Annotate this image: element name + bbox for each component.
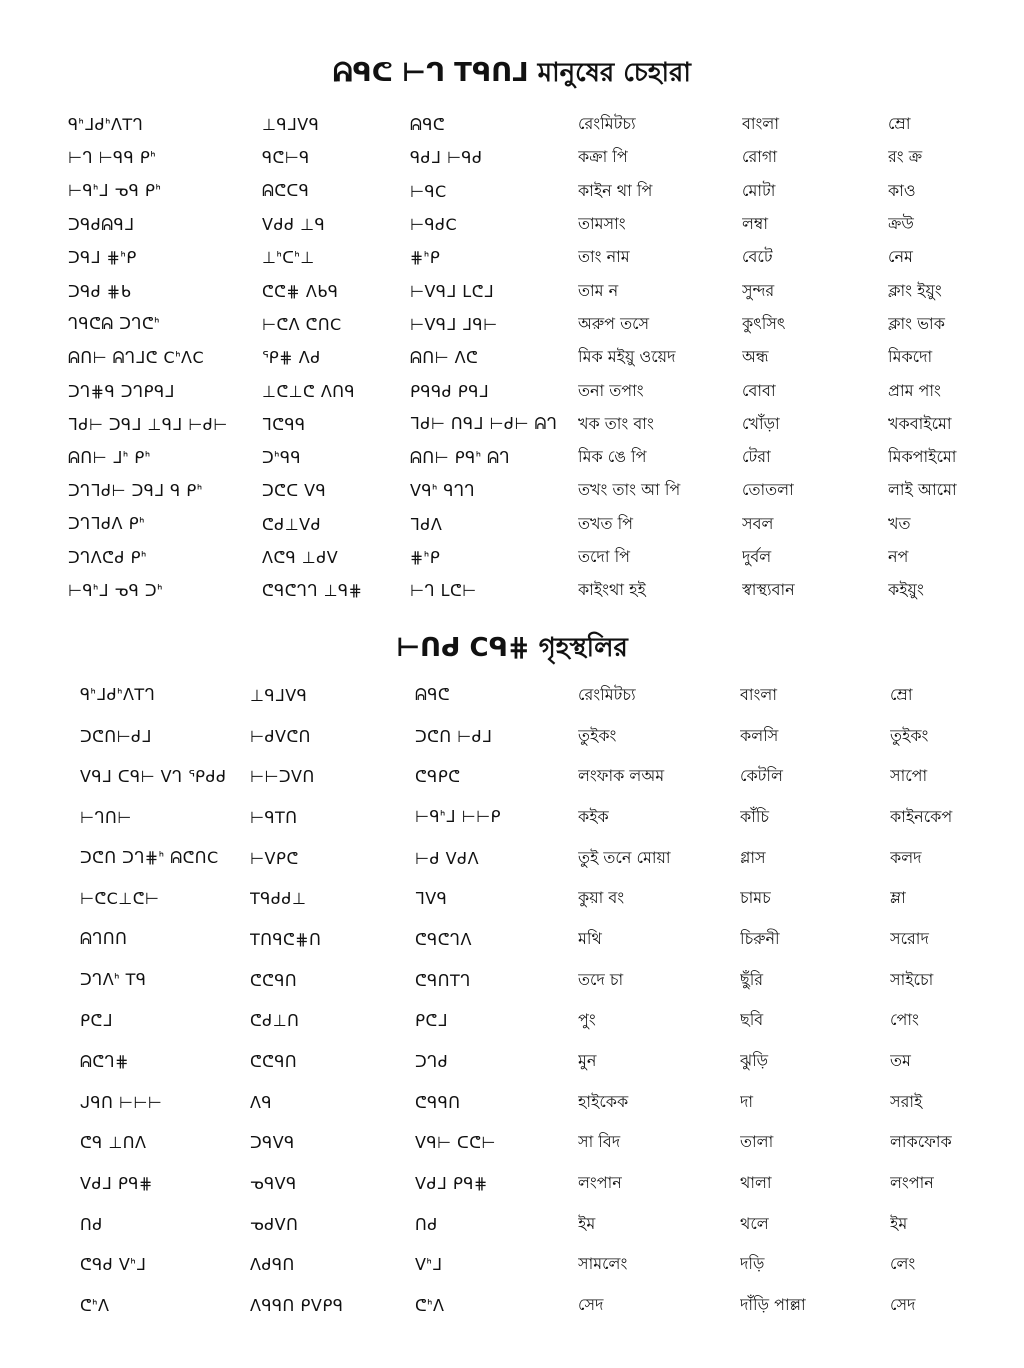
bengali-word-cell: কুৎসিৎ bbox=[742, 313, 786, 333]
script-word-native-cell: ⊢ᑫC bbox=[410, 181, 447, 201]
script-word-alt-cell: ᕦᑯ⊥ᑎ bbox=[250, 1011, 300, 1031]
table-row bbox=[0, 141, 1024, 174]
bengali-word-cell: সুন্দর bbox=[742, 280, 775, 300]
script-word-alt-cell: ⊥ᑫᒧᐯᑫ bbox=[262, 115, 320, 135]
script-word-cell: ᑐᑫᑯ ⋕ᑲ bbox=[68, 281, 132, 301]
bengali-word-cell: কেটলি bbox=[740, 766, 783, 786]
bengali-word-cell: দাঁড়ি পাল্লা bbox=[740, 1295, 806, 1315]
bengali-word-cell: গ্লাস bbox=[740, 847, 766, 867]
script-word-native-cell: ᕦᑫᑭᕦ bbox=[415, 767, 461, 787]
pronunciation-cell: হাইকেক bbox=[578, 1091, 629, 1111]
script-word-native-cell: ⊢ᑫᑯC bbox=[410, 215, 458, 235]
script-word-alt-cell: ⊢ᐯᑭᕦ bbox=[250, 848, 299, 868]
mro-word-cell: কাও bbox=[888, 180, 916, 200]
script-word-native-cell: ⋕ᑋᑭ bbox=[410, 247, 441, 267]
pronunciation-cell: সেদ bbox=[578, 1295, 604, 1315]
script-word-native-cell: ᕦᑋᐱ bbox=[415, 1295, 445, 1315]
table-row bbox=[0, 474, 1024, 507]
pronunciation-cell: সা বিদ bbox=[578, 1132, 621, 1152]
script-word-alt-cell: ᒣᕦᑫᑫ bbox=[262, 414, 306, 434]
pronunciation-cell: তদে চা bbox=[578, 969, 624, 989]
script-word-native-cell: ᕦᑫᑫᑎ bbox=[415, 1092, 461, 1112]
script-word-cell: ᑐᒉᒣᑯᐱ ᑭᑋ bbox=[68, 514, 145, 534]
bengali-word-cell: ছবি bbox=[740, 1010, 764, 1030]
script-word-cell: ᕦᑫᑯ ᐯᑋᒧ bbox=[80, 1254, 147, 1274]
script-word-cell: ᑐᑫᑯᕱᑫᒧ bbox=[68, 214, 135, 234]
pronunciation-cell: কাইংথা হই bbox=[578, 580, 646, 600]
bengali-word-cell: রোগা bbox=[742, 147, 778, 167]
table-row bbox=[0, 274, 1024, 307]
table-row bbox=[0, 208, 1024, 241]
script-word-cell: ᒣᑯ⊢ ᑐᑫᒧ ⊥ᑫᒧ ⊢ᑯ⊢ bbox=[68, 414, 228, 434]
script-word-native-cell: ᑎᑯ bbox=[415, 1214, 438, 1234]
table-row bbox=[0, 508, 1024, 541]
bengali-word-cell: সবল bbox=[742, 513, 774, 533]
script-word-cell: ⊢ᒉᑎ⊢ bbox=[80, 807, 132, 827]
mro-word-cell: প্রাম পাং bbox=[888, 380, 941, 400]
bengali-word-cell: চামচ bbox=[740, 888, 771, 908]
mro-word-cell: সাইচো bbox=[890, 969, 934, 989]
script-word-cell: ᐯᑯᒧ ᑭᑫ⋕ bbox=[80, 1174, 153, 1194]
script-word-alt-cell: ⊥ᕦ⊥ᕦ ᐱᑎᑫ bbox=[262, 381, 356, 401]
script-word-cell: ᑐᒉ⋕ᑫ ᑐᒉᑭᑫᒧ bbox=[68, 381, 175, 401]
pronunciation-cell: মিক মইয়ু ওয়েদ bbox=[578, 347, 676, 367]
script-word-alt-cell: ᐯᑯᑯ ⊥ᑫ bbox=[262, 215, 326, 235]
mro-word-cell: সরোদ bbox=[890, 928, 929, 948]
script-word-native-cell: ᐯᑫ⊢ ᑕᕦ⊢ bbox=[415, 1133, 496, 1153]
script-word-alt-cell: ⊢ᑫTᑎ bbox=[250, 807, 298, 827]
script-word-alt-cell: ⊢ᑯᐯᕦᑎ bbox=[250, 726, 311, 746]
bengali-word-cell: অন্ধ bbox=[742, 347, 769, 367]
bengali-word-cell: দা bbox=[740, 1091, 754, 1111]
bengali-word-cell: মোটা bbox=[742, 180, 776, 200]
script-word-alt-cell: ᕦᕦ⋕ ᐱᑲᑫ bbox=[262, 281, 339, 301]
script-word-native-cell: ᐯᑋᒧ bbox=[415, 1254, 443, 1274]
script-word-alt-cell: ᐱᕦᑫ ⊥ᑯᐯ bbox=[262, 548, 339, 567]
mro-word-cell: ক্রউ bbox=[888, 214, 914, 234]
bengali-word-cell: থলে bbox=[740, 1213, 769, 1233]
script-word-native-cell: ᕦᑫᑎTᒉ bbox=[415, 970, 471, 990]
script-word-cell: ᕦᑋᐱ bbox=[80, 1295, 110, 1315]
script-word-native-cell: ⋕ᑋᑭ bbox=[410, 547, 441, 567]
script-word-alt-cell: ᕦᑯ⊥ᐯᑯ bbox=[262, 514, 322, 534]
table-row bbox=[0, 756, 1024, 797]
bengali-word-cell: চিরুনী bbox=[740, 928, 780, 948]
script-word-alt-cell: ᓀᑫᐯᑫ bbox=[250, 1174, 297, 1194]
bengali-word-cell: বাংলা bbox=[740, 684, 777, 704]
script-word-cell: ᒉᑫᕦᕱ ᑐᒉᕦᑋ bbox=[68, 314, 160, 334]
bengali-word-cell: লম্বা bbox=[742, 214, 768, 234]
table-row bbox=[0, 1204, 1024, 1245]
mro-word-cell: কাইনকেপ bbox=[890, 806, 953, 826]
pronunciation-cell: মুন bbox=[578, 1051, 597, 1071]
pronunciation-cell: তুইকং bbox=[578, 725, 617, 745]
mro-word-cell: সেদ bbox=[890, 1295, 916, 1315]
bengali-word-cell: ছুঁরি bbox=[740, 969, 764, 989]
script-word-native-cell: ᒣᐯᑫ bbox=[415, 889, 448, 909]
mro-word-cell: সরাই bbox=[890, 1091, 923, 1111]
bengali-word-cell: বাংলা bbox=[742, 114, 779, 134]
mro-word-cell: খত bbox=[888, 513, 911, 533]
script-word-alt-cell: ᕦᑫᕦᒉᒉ ⊥ᑫ⋕ bbox=[262, 581, 363, 601]
script-word-native-cell: ᕱᑎ⊢ ᑭᑫᑋ ᕱᒉ bbox=[410, 447, 511, 467]
script-word-alt-cell: ᕦᕦᑫᑎ bbox=[250, 1052, 298, 1072]
script-word-native-cell: ⊢ᑫᑋᒧ ⊢⊢ᑭ bbox=[415, 807, 502, 827]
mro-word-cell: তম bbox=[890, 1051, 911, 1071]
script-word-alt-cell: ᓀᑯᐯᑎ bbox=[250, 1214, 299, 1234]
table-row bbox=[0, 1123, 1024, 1164]
table-row bbox=[0, 797, 1024, 838]
table-row bbox=[0, 716, 1024, 757]
mro-word-cell: খকবাইমো bbox=[888, 413, 952, 433]
script-word-native-cell: ᐯᑯᒧ ᑭᑫ⋕ bbox=[415, 1174, 488, 1194]
script-word-native-cell: ᑐᒉᑯ bbox=[415, 1052, 449, 1072]
mro-word-cell: লাকফোক bbox=[890, 1132, 952, 1152]
mro-word-cell: রং ক্র bbox=[888, 147, 923, 167]
pronunciation-cell: কাইন থা পি bbox=[578, 180, 653, 200]
script-word-cell: ᕱᕦᒉ⋕ bbox=[80, 1051, 130, 1071]
bengali-word-cell: বোবা bbox=[742, 380, 776, 400]
table-row bbox=[0, 574, 1024, 607]
mro-word-cell: লংপান bbox=[890, 1173, 934, 1193]
pronunciation-cell: খক তাং বাং bbox=[578, 413, 654, 433]
script-word-native-cell: ᒣᑯ⊢ ᑎᑫᒧ ⊢ᑯ⊢ ᕱᒉ bbox=[410, 414, 558, 434]
table-row bbox=[0, 960, 1024, 1001]
script-word-cell: ᑐᒉᒣᑯ⊢ ᑐᑫᒧ ᑫ ᑭᑋ bbox=[68, 480, 203, 500]
script-word-alt-cell: ᑫᕦ⊢ᑫ bbox=[262, 148, 310, 168]
mro-word-cell: নেম bbox=[888, 247, 913, 267]
pronunciation-cell: তুই তনে মোয়া bbox=[578, 847, 671, 867]
table-row bbox=[0, 408, 1024, 441]
mro-word-cell: পোং bbox=[890, 1010, 919, 1030]
bengali-word-cell: কলসি bbox=[740, 725, 779, 745]
script-word-native-cell: ᑭᕦᒧ bbox=[415, 1011, 448, 1031]
script-word-native-cell: ᕦᑫᕦᒉᐱ bbox=[415, 929, 472, 949]
table-row bbox=[0, 838, 1024, 879]
table-row bbox=[0, 241, 1024, 274]
section-title-household: ⊢ᑎᑯ Cᑫ⋕ গৃহস্থলির bbox=[396, 633, 628, 663]
bengali-word-cell: টেরা bbox=[742, 447, 771, 467]
mro-word-cell: নপ bbox=[888, 547, 909, 566]
mro-word-cell: কইয়ুং bbox=[888, 580, 924, 600]
script-word-alt-cell: ⊥ᑫᒧᐯᑫ bbox=[250, 685, 308, 705]
script-word-alt-cell: Tᑫᑯᑯ⊥ bbox=[250, 889, 307, 909]
script-word-cell: ⊢ᑫᑋᒧ ᓀᑫ ᑭᑋ bbox=[68, 181, 162, 201]
pronunciation-cell: মথি bbox=[578, 928, 602, 948]
pronunciation-cell: তাং নাম bbox=[578, 247, 630, 267]
pronunciation-cell: লংফাক লঅম bbox=[578, 766, 665, 786]
script-word-native-cell: ⊢ᒉ ᒪᕦ⊢ bbox=[410, 581, 477, 601]
bengali-word-cell: কাঁচি bbox=[740, 806, 770, 826]
vocabulary-table-household bbox=[0, 675, 1024, 1326]
pronunciation-cell: তখং তাং আ পি bbox=[578, 480, 681, 500]
script-word-cell: ᐯᑫᒧ ᑕᑫ⊢ ᐯᒉ ᕿᑯᑯ bbox=[80, 767, 227, 787]
script-word-cell: ᑫᑋᒧᑯᑋᐱTᒉ bbox=[68, 114, 144, 134]
pronunciation-cell: তামসাং bbox=[578, 214, 626, 234]
mro-word-cell: মিকদো bbox=[888, 347, 933, 367]
pronunciation-cell: কুয়া বং bbox=[578, 888, 625, 908]
table-row bbox=[0, 919, 1024, 960]
mro-word-cell: লাই আমো bbox=[888, 480, 957, 500]
mro-word-cell: কলদ bbox=[890, 847, 922, 867]
script-word-cell: ᕱᑎ⊢ ᕱᒉᒧᕦ CᑋᐱC bbox=[68, 347, 205, 367]
bengali-word-cell: দুর্বল bbox=[742, 547, 772, 566]
bengali-word-cell: খোঁড়া bbox=[742, 413, 780, 433]
script-word-cell: ᑐᑫᒧ ⋕ᑋᑭ bbox=[68, 247, 137, 267]
script-word-alt-cell: Tᑎᑫᕦ⋕ᑎ bbox=[250, 929, 322, 949]
table-row bbox=[0, 341, 1024, 374]
script-word-cell: ⊢ᒉ ⊢ᑫᑫ ᑭᑋ bbox=[68, 147, 157, 167]
script-word-native-cell: ⊢ᑯ ᐯᑯᐱ bbox=[415, 848, 480, 868]
table-row bbox=[0, 441, 1024, 474]
table-row bbox=[0, 374, 1024, 407]
pronunciation-cell: পুং bbox=[578, 1010, 596, 1030]
script-word-alt-cell: ᑐᕦᑕ ᐯᑫ bbox=[262, 481, 327, 501]
script-word-alt-cell: ᐱᑯᑫᑎ bbox=[250, 1255, 295, 1275]
table-row bbox=[0, 1163, 1024, 1204]
mro-word-cell: লেং bbox=[890, 1254, 916, 1274]
script-word-alt-cell: ᕦᕦᑫᑎ bbox=[250, 970, 298, 990]
bengali-word-cell: দড়ি bbox=[740, 1254, 765, 1274]
pronunciation-cell: রেংমিটচ্য bbox=[578, 114, 636, 134]
script-word-cell: ⊢ᕦC⊥ᕦ⊢ bbox=[80, 889, 160, 909]
script-word-cell: ᑎᑯ bbox=[80, 1214, 103, 1234]
table-row bbox=[0, 175, 1024, 208]
script-word-alt-cell: ᑐᑫᐯᑫ bbox=[250, 1133, 295, 1153]
bengali-word-cell: ঝুড়ি bbox=[740, 1051, 769, 1071]
script-word-cell: ⊢ᑫᑋᒧ ᓀᑫ ᑐᑋ bbox=[68, 580, 163, 600]
script-word-native-cell: ⊢ᐯᑫᒧ ᒪᕦᒧ bbox=[410, 281, 495, 301]
script-word-native-cell: ᕱᑫᕦ bbox=[410, 114, 446, 134]
mro-word-cell: ক্লাং ইয়ুং bbox=[888, 280, 942, 300]
script-word-alt-cell: ⊥ᑋᑕᑋ⊥ bbox=[262, 247, 315, 267]
script-word-alt-cell: ⊢⊢ᑐᐯᑎ bbox=[250, 767, 315, 787]
bengali-word-cell: থালা bbox=[740, 1173, 772, 1193]
bengali-word-cell: বেটে bbox=[742, 247, 773, 267]
pronunciation-cell: সামলেং bbox=[578, 1254, 628, 1274]
script-word-cell: ᕱᑎ⊢ ᒧᑋ ᑭᑋ bbox=[68, 447, 151, 467]
script-word-native-cell: ᕱᑎ⊢ ᐱᕦ bbox=[410, 347, 479, 367]
table-row bbox=[0, 1285, 1024, 1326]
mro-word-cell: তুইকং bbox=[890, 725, 929, 745]
pronunciation-cell: কইক bbox=[578, 806, 609, 826]
table-row bbox=[0, 108, 1024, 141]
script-word-cell: ᑐᒉᐱᑋ Tᑫ bbox=[80, 970, 147, 990]
pronunciation-cell: লংপান bbox=[578, 1173, 622, 1193]
pronunciation-cell: তাম ন bbox=[578, 280, 619, 300]
mro-word-cell: ম্রো bbox=[890, 684, 913, 704]
pronunciation-cell: রেংমিটচ্য bbox=[578, 684, 636, 704]
script-word-native-cell: ᐯᑫᑋ ᑫᒉᒉ bbox=[410, 480, 476, 500]
mro-word-cell: মিকপাইমো bbox=[888, 447, 957, 467]
table-row bbox=[0, 1082, 1024, 1123]
script-word-cell: ᕱᒉᑎᑎ bbox=[80, 929, 128, 949]
script-word-cell: ᒍᑫᑎ ⊢⊢⊢ bbox=[80, 1092, 163, 1112]
script-word-alt-cell: ᑐᑋᑫᑫ bbox=[262, 447, 302, 467]
script-word-native-cell: ᑐᕦᑎ ⊢ᑯᒧ bbox=[415, 726, 493, 746]
pronunciation-cell: তখত পি bbox=[578, 513, 634, 533]
bengali-word-cell: স্বাস্থ্যবান bbox=[742, 580, 795, 600]
script-word-native-cell: ᑫᑯᒧ ⊢ᑫᑯ bbox=[410, 148, 483, 168]
table-row bbox=[0, 1041, 1024, 1082]
script-word-alt-cell: ⊢ᕦᐱ ᕦᑎC bbox=[262, 314, 342, 334]
pronunciation-cell: কক্রা পি bbox=[578, 147, 628, 167]
mro-word-cell: ম্রো bbox=[888, 114, 911, 134]
script-word-cell: ᑫᑋᒧᑯᑋᐱTᒉ bbox=[80, 685, 156, 705]
section-title-appearance: ᕱᑫᕦ ⊢ᒉ Tᑫᑎᒧ মানুষের চেহারা bbox=[333, 58, 691, 88]
vocabulary-table-appearance bbox=[0, 108, 1024, 607]
pronunciation-cell: তদো পি bbox=[578, 547, 631, 566]
table-row bbox=[0, 308, 1024, 341]
table-row bbox=[0, 1001, 1024, 1042]
pronunciation-cell: তনা তপাং bbox=[578, 380, 644, 400]
script-word-native-cell: ᑭᑫᑫᑯ ᑭᑫᒧ bbox=[410, 381, 490, 401]
script-word-cell: ᑐᕦᑎ⊢ᑯᒧ bbox=[80, 726, 152, 746]
pronunciation-cell: অরুপ তসে bbox=[578, 313, 650, 333]
script-word-alt-cell: ᐱᑫ bbox=[250, 1092, 272, 1112]
script-word-native-cell: ⊢ᐯᑫᒧ ᒧᑫ⊢ bbox=[410, 314, 498, 334]
script-word-cell: ᑐᒉᐱᕦᑯ ᑭᑋ bbox=[68, 547, 147, 567]
table-row bbox=[0, 878, 1024, 919]
pronunciation-cell: ইম bbox=[578, 1213, 596, 1233]
table-row bbox=[0, 541, 1024, 574]
script-word-cell: ᑭᕦᒧ bbox=[80, 1011, 113, 1031]
table-row bbox=[0, 675, 1024, 716]
script-word-alt-cell: ᐱᑫᑫᑎ ᑭᐯᑭᑫ bbox=[250, 1296, 344, 1316]
script-word-alt-cell: ᕿ⋕ ᐱᑯ bbox=[262, 348, 321, 368]
mro-word-cell: ক্লাং ভাক bbox=[888, 313, 945, 333]
script-word-cell: ᕦᑫ ⊥ᑎᐱ bbox=[80, 1133, 147, 1153]
mro-word-cell: ইম bbox=[890, 1213, 908, 1233]
bengali-word-cell: তালা bbox=[740, 1132, 774, 1152]
table-row bbox=[0, 1245, 1024, 1286]
script-word-native-cell: ᒣᑯᐱ bbox=[410, 514, 443, 534]
script-word-alt-cell: ᕱᕦᑕᑫ bbox=[262, 181, 310, 201]
pronunciation-cell: মিক ঙে পি bbox=[578, 447, 647, 467]
script-word-cell: ᑐᕦᑎ ᑐᒉ⋕ᑋ ᕱᕦᑎC bbox=[80, 848, 219, 868]
mro-word-cell: ম্লা bbox=[890, 888, 906, 908]
bengali-word-cell: তোতলা bbox=[742, 480, 794, 500]
script-word-native-cell: ᕱᑫᕦ bbox=[415, 685, 451, 705]
mro-word-cell: সাপো bbox=[890, 766, 928, 786]
